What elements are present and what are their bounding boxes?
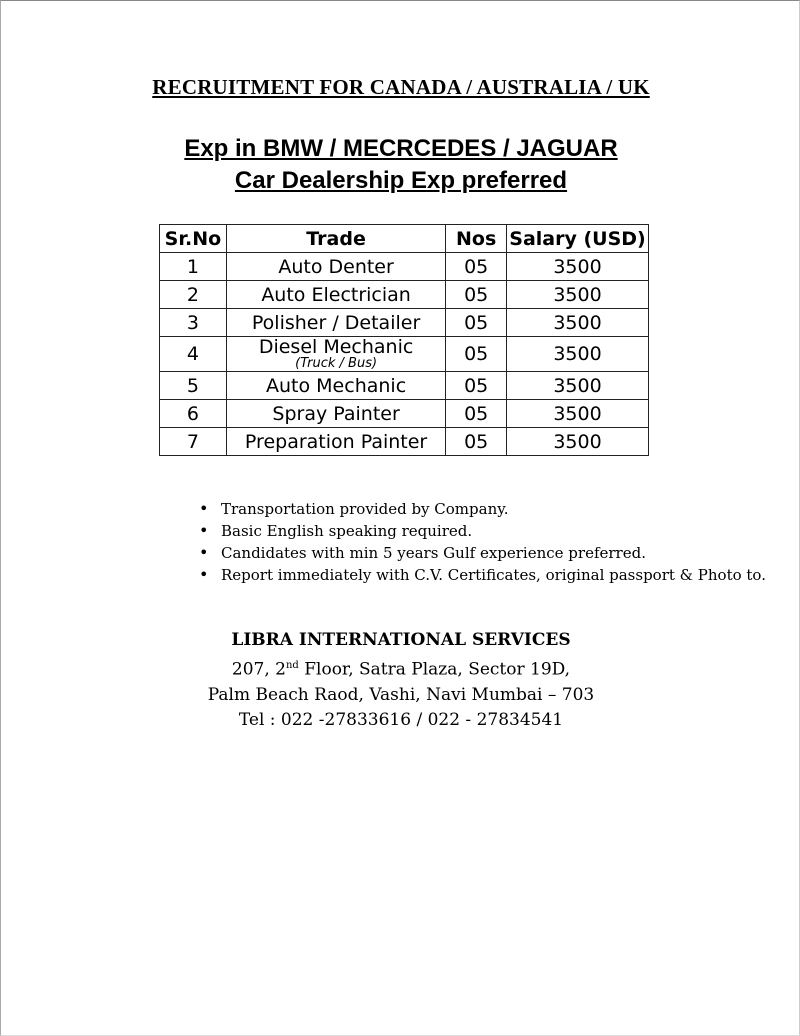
cell-nos: 05 [446, 337, 507, 372]
phone-numbers: Tel : 022 -27833616 / 022 - 27834541 [238, 709, 564, 730]
cell-trade: Spray Painter [226, 400, 445, 428]
cell-salary: 3500 [507, 253, 649, 281]
cell-salary: 3500 [507, 400, 649, 428]
cell-salary: 3500 [507, 309, 649, 337]
cell-nos: 05 [446, 253, 507, 281]
cell-salary: 3500 [507, 281, 649, 309]
table-row [160, 253, 649, 281]
cell-trade: Auto Electrician [226, 281, 445, 309]
column-header-trade: Trade [226, 225, 445, 253]
table-row [160, 309, 649, 337]
cell-srno: 5 [160, 372, 227, 400]
subtitle-dealership: Car Dealership Exp preferred [234, 167, 568, 194]
address-line-1-start: 207, 2 [231, 659, 286, 680]
column-header-salary: Salary (USD) [507, 225, 649, 253]
cell-srno: 3 [160, 309, 227, 337]
list-item: • Candidates with min 5 years Gulf experience preferred. [199, 542, 766, 564]
cell-trade-with-note [226, 337, 445, 372]
company-name: LIBRA INTERNATIONAL SERVICES [231, 630, 571, 650]
cell-srno: 6 [160, 400, 227, 428]
subtitle-brands: Exp in BMW / MECRCEDES / JAGUAR [184, 135, 618, 162]
cell-trade: Auto Mechanic [226, 372, 445, 400]
cell-trade: Preparation Painter [226, 428, 445, 456]
cell-srno: 2 [160, 281, 227, 309]
list-item: • Transportation provided by Company. [199, 498, 766, 520]
cell-nos: 05 [446, 309, 507, 337]
cell-salary: 3500 [507, 428, 649, 456]
cell-nos: 05 [446, 428, 507, 456]
cell-nos: 05 [446, 281, 507, 309]
cell-nos: 05 [446, 400, 507, 428]
address-ordinal-suffix: nd [285, 660, 299, 671]
cell-salary: 3500 [507, 337, 649, 372]
address-line-1 [1, 653, 800, 683]
cell-srno: 7 [160, 428, 227, 456]
cell-trade-note: (Truck / Bus) [295, 356, 378, 371]
table-row [160, 372, 649, 400]
table-row [160, 428, 649, 456]
cell-trade: Auto Denter [226, 253, 445, 281]
column-header-nos: Nos [446, 225, 507, 253]
cell-srno: 1 [160, 253, 227, 281]
cell-srno: 4 [160, 337, 227, 372]
cell-trade: Diesel Mechanic [258, 336, 414, 358]
table-header-row [160, 225, 649, 253]
contact-block [1, 628, 800, 733]
table-row [160, 281, 649, 309]
cell-trade: Polisher / Detailer [226, 309, 445, 337]
address-line-1-end: Floor, Satra Plaza, Sector 19D, [298, 659, 571, 680]
cell-nos: 05 [446, 372, 507, 400]
list-item: • Basic English speaking required. [199, 520, 766, 542]
requirements-list [199, 498, 766, 586]
page-title: RECRUITMENT FOR CANADA / AUSTRALIA / UK [152, 75, 650, 99]
table-row [160, 337, 649, 372]
table-row [160, 400, 649, 428]
trades-table [159, 224, 649, 456]
column-header-srno: Sr.No [160, 225, 227, 253]
list-item: • Report immediately with C.V. Certificates, original passport & Photo to. [199, 564, 766, 586]
cell-salary: 3500 [507, 372, 649, 400]
address-line-2: Palm Beach Raod, Vashi, Navi Mumbai – 703 [207, 684, 595, 705]
